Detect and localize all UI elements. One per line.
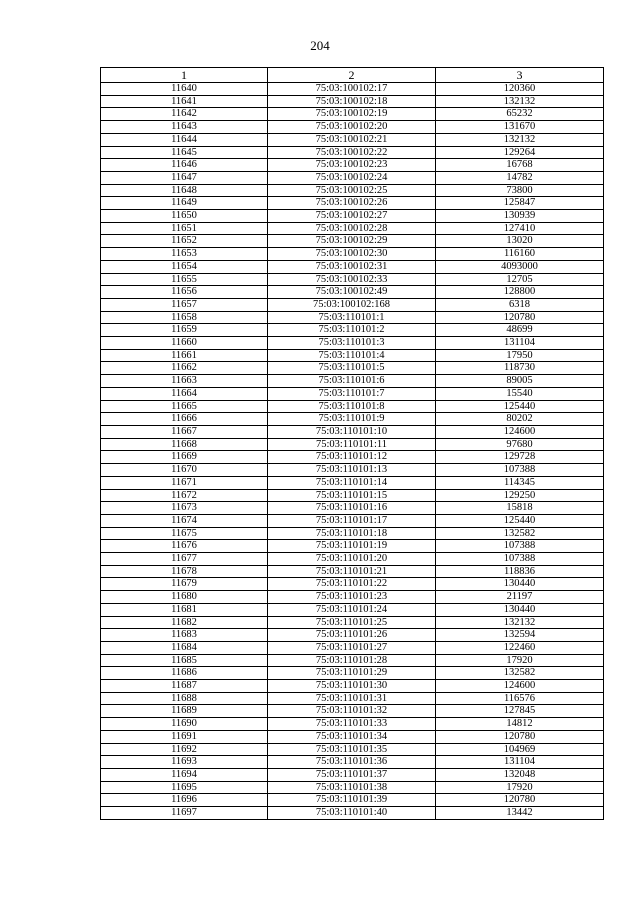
table-row bbox=[101, 476, 604, 489]
table-cell: 75:03:100102:29 bbox=[268, 235, 436, 248]
table-cell: 11661 bbox=[101, 349, 268, 362]
table-cell: 11687 bbox=[101, 680, 268, 693]
table-row bbox=[101, 756, 604, 769]
table-cell: 11669 bbox=[101, 451, 268, 464]
table-row bbox=[101, 146, 604, 159]
table-cell: 131104 bbox=[436, 756, 604, 769]
table-cell: 107388 bbox=[436, 464, 604, 477]
table-row bbox=[101, 324, 604, 337]
table-row bbox=[101, 654, 604, 667]
table-row bbox=[101, 222, 604, 235]
table-cell: 75:03:110101:22 bbox=[268, 578, 436, 591]
table-cell: 75:03:110101:25 bbox=[268, 616, 436, 629]
table-cell: 11645 bbox=[101, 146, 268, 159]
table-cell: 75:03:110101:37 bbox=[268, 768, 436, 781]
table-row bbox=[101, 578, 604, 591]
table-row bbox=[101, 794, 604, 807]
table-cell: 11674 bbox=[101, 514, 268, 527]
table-cell: 75:03:110101:29 bbox=[268, 667, 436, 680]
table-cell: 131104 bbox=[436, 337, 604, 350]
table-cell: 11686 bbox=[101, 667, 268, 680]
table-cell: 75:03:110101:10 bbox=[268, 425, 436, 438]
table-row bbox=[101, 400, 604, 413]
table-cell: 11685 bbox=[101, 654, 268, 667]
table-row bbox=[101, 489, 604, 502]
table-cell: 11659 bbox=[101, 324, 268, 337]
table-cell: 75:03:110101:24 bbox=[268, 603, 436, 616]
table-cell: 15818 bbox=[436, 502, 604, 515]
table-cell: 11665 bbox=[101, 400, 268, 413]
table-row bbox=[101, 807, 604, 820]
table-cell: 11643 bbox=[101, 121, 268, 134]
table-cell: 11668 bbox=[101, 438, 268, 451]
table-row bbox=[101, 375, 604, 388]
table-cell: 75:03:110101:14 bbox=[268, 476, 436, 489]
table-cell: 75:03:110101:39 bbox=[268, 794, 436, 807]
table-cell: 120780 bbox=[436, 794, 604, 807]
page-number: 204 bbox=[310, 38, 330, 53]
table-cell: 132132 bbox=[436, 95, 604, 108]
table-cell: 75:03:110101:7 bbox=[268, 387, 436, 400]
table-cell: 11667 bbox=[101, 425, 268, 438]
table-cell: 75:03:110101:30 bbox=[268, 680, 436, 693]
table-cell: 11641 bbox=[101, 95, 268, 108]
table-cell: 11644 bbox=[101, 133, 268, 146]
table-cell: 11647 bbox=[101, 171, 268, 184]
table-cell: 75:03:110101:12 bbox=[268, 451, 436, 464]
table-cell: 75:03:110101:20 bbox=[268, 553, 436, 566]
table-cell: 11678 bbox=[101, 565, 268, 578]
table-cell: 116160 bbox=[436, 248, 604, 261]
table-cell: 11666 bbox=[101, 413, 268, 426]
table-cell: 131670 bbox=[436, 121, 604, 134]
table-cell: 124600 bbox=[436, 425, 604, 438]
table-cell: 11689 bbox=[101, 705, 268, 718]
table-row bbox=[101, 425, 604, 438]
table-row bbox=[101, 260, 604, 273]
table-cell: 129264 bbox=[436, 146, 604, 159]
table-row bbox=[101, 603, 604, 616]
table-cell: 11657 bbox=[101, 298, 268, 311]
table-cell: 130440 bbox=[436, 603, 604, 616]
table-row bbox=[101, 641, 604, 654]
table-cell: 11655 bbox=[101, 273, 268, 286]
table-cell: 75:03:100102:28 bbox=[268, 222, 436, 235]
table-cell: 116576 bbox=[436, 692, 604, 705]
table-cell: 11649 bbox=[101, 197, 268, 210]
table-row bbox=[101, 184, 604, 197]
table-cell: 48699 bbox=[436, 324, 604, 337]
table-cell: 75:03:100102:17 bbox=[268, 83, 436, 96]
table-cell: 11688 bbox=[101, 692, 268, 705]
table-cell: 11656 bbox=[101, 286, 268, 299]
table-header-row bbox=[101, 68, 604, 83]
table-cell: 11675 bbox=[101, 527, 268, 540]
table-cell: 75:03:110101:21 bbox=[268, 565, 436, 578]
table-row bbox=[101, 591, 604, 604]
table-cell: 120780 bbox=[436, 730, 604, 743]
table-row bbox=[101, 768, 604, 781]
table-cell: 75:03:110101:6 bbox=[268, 375, 436, 388]
table-cell: 11681 bbox=[101, 603, 268, 616]
table-cell: 13442 bbox=[436, 807, 604, 820]
table-cell: 125847 bbox=[436, 197, 604, 210]
table-cell: 11650 bbox=[101, 210, 268, 223]
table-row bbox=[101, 159, 604, 172]
table-cell: 75:03:110101:1 bbox=[268, 311, 436, 324]
table-cell: 118730 bbox=[436, 362, 604, 375]
table-cell: 11642 bbox=[101, 108, 268, 121]
table-cell: 75:03:100102:18 bbox=[268, 95, 436, 108]
table-cell: 75:03:110101:17 bbox=[268, 514, 436, 527]
table-cell: 75:03:100102:23 bbox=[268, 159, 436, 172]
table-cell: 75:03:110101:19 bbox=[268, 540, 436, 553]
table-cell: 75:03:100102:22 bbox=[268, 146, 436, 159]
table-cell: 75:03:100102:20 bbox=[268, 121, 436, 134]
table-cell: 75:03:110101:28 bbox=[268, 654, 436, 667]
table-cell: 75:03:110101:13 bbox=[268, 464, 436, 477]
table-cell: 11654 bbox=[101, 260, 268, 273]
table-cell: 75:03:110101:38 bbox=[268, 781, 436, 794]
table-row bbox=[101, 311, 604, 324]
table-cell: 11690 bbox=[101, 718, 268, 731]
table-cell: 17950 bbox=[436, 349, 604, 362]
table-cell: 75:03:100102:33 bbox=[268, 273, 436, 286]
table-cell: 107388 bbox=[436, 553, 604, 566]
table-row bbox=[101, 83, 604, 96]
table-cell: 127845 bbox=[436, 705, 604, 718]
table-row bbox=[101, 298, 604, 311]
table-cell: 125440 bbox=[436, 514, 604, 527]
table-cell: 80202 bbox=[436, 413, 604, 426]
table-cell: 75:03:110101:36 bbox=[268, 756, 436, 769]
table-cell: 129728 bbox=[436, 451, 604, 464]
table-cell: 75:03:110101:27 bbox=[268, 641, 436, 654]
table-cell: 132132 bbox=[436, 616, 604, 629]
table-cell: 128800 bbox=[436, 286, 604, 299]
table-cell: 14812 bbox=[436, 718, 604, 731]
table-cell: 75:03:110101:33 bbox=[268, 718, 436, 731]
table-cell: 75:03:100102:27 bbox=[268, 210, 436, 223]
table-body bbox=[101, 83, 604, 820]
table-cell: 11640 bbox=[101, 83, 268, 96]
table-row bbox=[101, 286, 604, 299]
table-cell: 14782 bbox=[436, 171, 604, 184]
table-cell: 11673 bbox=[101, 502, 268, 515]
table-cell: 75:03:110101:23 bbox=[268, 591, 436, 604]
table-cell: 11648 bbox=[101, 184, 268, 197]
column-header: 3 bbox=[436, 68, 604, 83]
table-cell: 114345 bbox=[436, 476, 604, 489]
table-cell: 75:03:110101:35 bbox=[268, 743, 436, 756]
table-cell: 75:03:110101:5 bbox=[268, 362, 436, 375]
table-cell: 11677 bbox=[101, 553, 268, 566]
table-cell: 75:03:110101:34 bbox=[268, 730, 436, 743]
table-row bbox=[101, 616, 604, 629]
table-cell: 73800 bbox=[436, 184, 604, 197]
table-cell: 75:03:100102:24 bbox=[268, 171, 436, 184]
table-cell: 75:03:110101:9 bbox=[268, 413, 436, 426]
table-cell: 11652 bbox=[101, 235, 268, 248]
table-cell: 11676 bbox=[101, 540, 268, 553]
table-cell: 124600 bbox=[436, 680, 604, 693]
table-row bbox=[101, 451, 604, 464]
table-cell: 11672 bbox=[101, 489, 268, 502]
table-row bbox=[101, 349, 604, 362]
table-cell: 65232 bbox=[436, 108, 604, 121]
table-cell: 6318 bbox=[436, 298, 604, 311]
table-cell: 118836 bbox=[436, 565, 604, 578]
table-cell: 75:03:110101:16 bbox=[268, 502, 436, 515]
table-cell: 75:03:110101:32 bbox=[268, 705, 436, 718]
table-cell: 11694 bbox=[101, 768, 268, 781]
table-cell: 11646 bbox=[101, 159, 268, 172]
table-cell: 11670 bbox=[101, 464, 268, 477]
table-cell: 75:03:100102:168 bbox=[268, 298, 436, 311]
data-table bbox=[100, 67, 604, 820]
table-cell: 75:03:110101:11 bbox=[268, 438, 436, 451]
table-row bbox=[101, 171, 604, 184]
table-row bbox=[101, 133, 604, 146]
table-cell: 130440 bbox=[436, 578, 604, 591]
table-cell: 75:03:100102:25 bbox=[268, 184, 436, 197]
table-cell: 11658 bbox=[101, 311, 268, 324]
table-row bbox=[101, 464, 604, 477]
table-row bbox=[101, 438, 604, 451]
table-cell: 75:03:100102:21 bbox=[268, 133, 436, 146]
table-cell: 89005 bbox=[436, 375, 604, 388]
table-row bbox=[101, 210, 604, 223]
table-cell: 11651 bbox=[101, 222, 268, 235]
table-row bbox=[101, 718, 604, 731]
table-cell: 11692 bbox=[101, 743, 268, 756]
table-cell: 11695 bbox=[101, 781, 268, 794]
table-cell: 11679 bbox=[101, 578, 268, 591]
table-cell: 132582 bbox=[436, 527, 604, 540]
table-cell: 13020 bbox=[436, 235, 604, 248]
table-cell: 120780 bbox=[436, 311, 604, 324]
table-row bbox=[101, 629, 604, 642]
table-row bbox=[101, 337, 604, 350]
table-row bbox=[101, 121, 604, 134]
table-row bbox=[101, 743, 604, 756]
table-cell: 104969 bbox=[436, 743, 604, 756]
table-row bbox=[101, 95, 604, 108]
table-row bbox=[101, 197, 604, 210]
table-cell: 17920 bbox=[436, 654, 604, 667]
table-row bbox=[101, 248, 604, 261]
table-cell: 75:03:100102:31 bbox=[268, 260, 436, 273]
table-cell: 12705 bbox=[436, 273, 604, 286]
table-row bbox=[101, 540, 604, 553]
table-cell: 75:03:100102:19 bbox=[268, 108, 436, 121]
table-cell: 11684 bbox=[101, 641, 268, 654]
table-row bbox=[101, 692, 604, 705]
table-cell: 125440 bbox=[436, 400, 604, 413]
table-cell: 120360 bbox=[436, 83, 604, 96]
table-cell: 21197 bbox=[436, 591, 604, 604]
table-cell: 11671 bbox=[101, 476, 268, 489]
table-cell: 75:03:110101:26 bbox=[268, 629, 436, 642]
table-row bbox=[101, 705, 604, 718]
table-cell: 129250 bbox=[436, 489, 604, 502]
table-cell: 17920 bbox=[436, 781, 604, 794]
table-cell: 11664 bbox=[101, 387, 268, 400]
table-cell: 75:03:110101:18 bbox=[268, 527, 436, 540]
table-cell: 75:03:100102:49 bbox=[268, 286, 436, 299]
table-cell: 16768 bbox=[436, 159, 604, 172]
table-cell: 75:03:110101:15 bbox=[268, 489, 436, 502]
table-row bbox=[101, 514, 604, 527]
table-cell: 11680 bbox=[101, 591, 268, 604]
table-cell: 11691 bbox=[101, 730, 268, 743]
table-cell: 15540 bbox=[436, 387, 604, 400]
column-header: 2 bbox=[268, 68, 436, 83]
table-cell: 97680 bbox=[436, 438, 604, 451]
table-row bbox=[101, 108, 604, 121]
table-cell: 132582 bbox=[436, 667, 604, 680]
table-cell: 107388 bbox=[436, 540, 604, 553]
table-cell: 132048 bbox=[436, 768, 604, 781]
table-cell: 11660 bbox=[101, 337, 268, 350]
table-cell: 75:03:110101:3 bbox=[268, 337, 436, 350]
table-cell: 75:03:100102:26 bbox=[268, 197, 436, 210]
table-cell: 75:03:100102:30 bbox=[268, 248, 436, 261]
table-row bbox=[101, 667, 604, 680]
table-row bbox=[101, 781, 604, 794]
table-cell: 132594 bbox=[436, 629, 604, 642]
table-cell: 130939 bbox=[436, 210, 604, 223]
table-cell: 11696 bbox=[101, 794, 268, 807]
table-cell: 75:03:110101:4 bbox=[268, 349, 436, 362]
column-header: 1 bbox=[101, 68, 268, 83]
table-row bbox=[101, 553, 604, 566]
table-row bbox=[101, 730, 604, 743]
table-cell: 11682 bbox=[101, 616, 268, 629]
table-cell: 75:03:110101:8 bbox=[268, 400, 436, 413]
table-cell: 11683 bbox=[101, 629, 268, 642]
table-cell: 11697 bbox=[101, 807, 268, 820]
table-cell: 75:03:110101:31 bbox=[268, 692, 436, 705]
table-row bbox=[101, 527, 604, 540]
table-row bbox=[101, 362, 604, 375]
table-row bbox=[101, 680, 604, 693]
table-cell: 75:03:110101:40 bbox=[268, 807, 436, 820]
table-cell: 11693 bbox=[101, 756, 268, 769]
table-row bbox=[101, 235, 604, 248]
table-row bbox=[101, 387, 604, 400]
table-row bbox=[101, 502, 604, 515]
table-cell: 75:03:110101:2 bbox=[268, 324, 436, 337]
table-cell: 11663 bbox=[101, 375, 268, 388]
table-cell: 132132 bbox=[436, 133, 604, 146]
table-cell: 11662 bbox=[101, 362, 268, 375]
table-row bbox=[101, 413, 604, 426]
table-row bbox=[101, 273, 604, 286]
table-cell: 127410 bbox=[436, 222, 604, 235]
table-cell: 122460 bbox=[436, 641, 604, 654]
table-cell: 11653 bbox=[101, 248, 268, 261]
table-row bbox=[101, 565, 604, 578]
table-cell: 4093000 bbox=[436, 260, 604, 273]
